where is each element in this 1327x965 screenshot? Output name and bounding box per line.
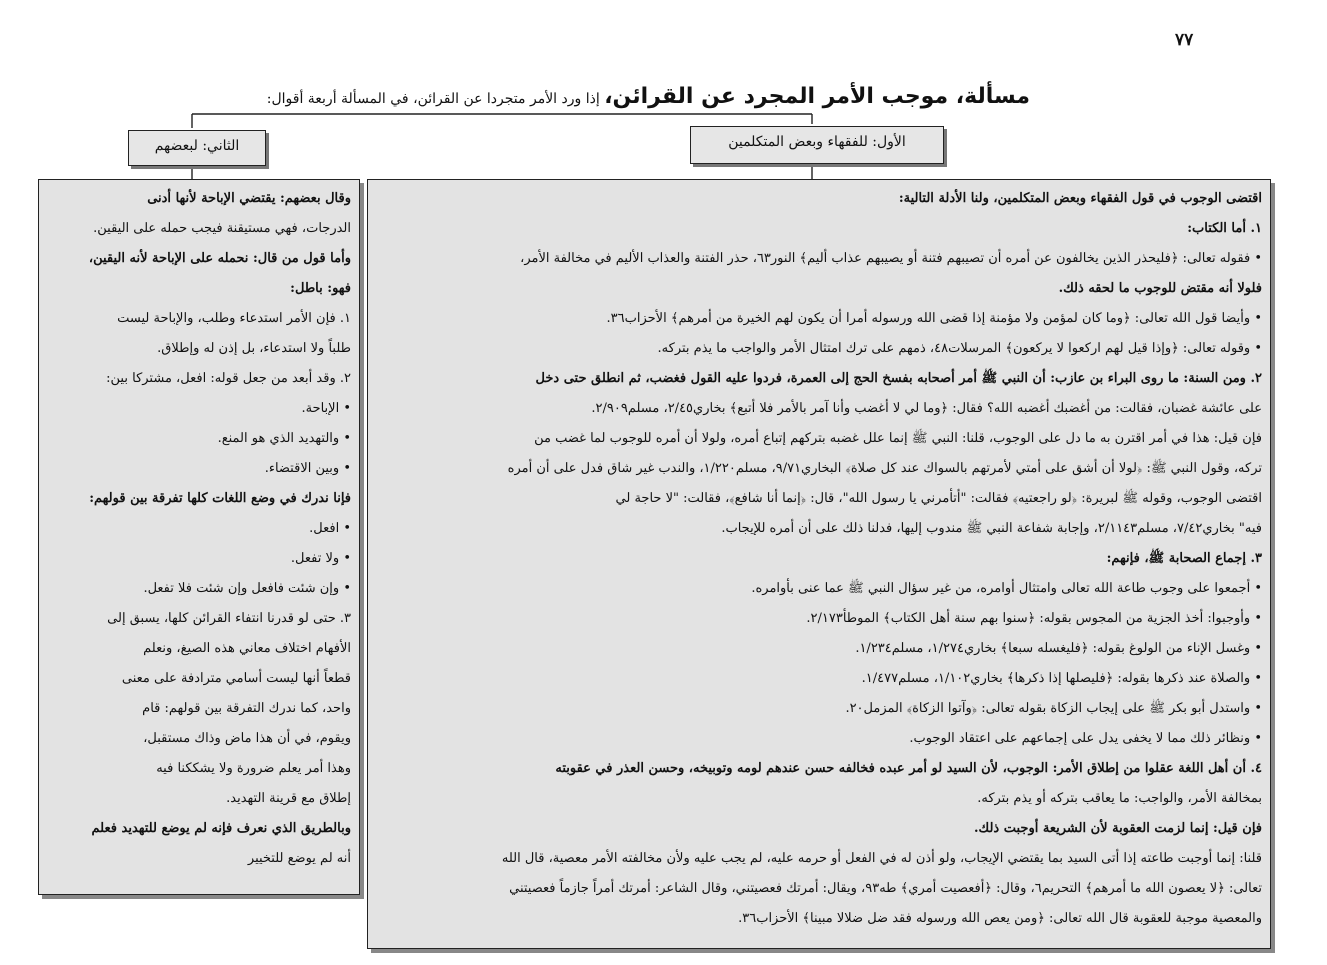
text-line: ٣. إجماع الصحابة ﷺ، فإنهم:: [1106, 551, 1262, 566]
text-line: فهو: باطل:: [290, 281, 351, 296]
title-rest: إذا ورد الأمر متجردا عن القرائن، في المسألة أربعة أقوال:: [266, 91, 600, 107]
text-line: وقال بعضهم: يقتضي الإباحة لأنها أدنى: [147, 191, 351, 206]
second-opinion-panel: [38, 179, 360, 895]
text-line: • افعل.: [309, 521, 351, 536]
text-line: إطلاق مع قرينة التهديد.: [226, 791, 351, 806]
text-line: بمخالفة الأمر، والواجب: ما يعاقب بتركه أو يذم بتركه.: [977, 791, 1262, 806]
text-line: • فقوله تعالى: ﴿فليحذر الذين يخالفون عن أمره أن تصيبهم فتنة أو يصيبهم عذاب أليم﴾ النور٦٣، حذر الفتنة والعذاب الأليم في مخالفة الأمر،: [520, 251, 1262, 266]
text-line: قلنا: إنما أوجبت طاعته إذا أتى السيد بما يقتضي الإيجاب، ولو أذن له في الفعل أو حرمه عليه، لم يجب عليه ولأن مخالفته الأمر معصية، قال الله: [501, 851, 1262, 866]
text-line: ويقوم، في أن هذا ماض وذاك مستقبل،: [143, 731, 351, 746]
text-line: • وقوله تعالى: ﴿وإذا قيل لهم اركعوا لا يركعون﴾ المرسلات٤٨، ذمهم على ترك امتثال الأمر والواجب ما يذم بتركه.: [657, 341, 1262, 356]
text-line: فيه" بخاري٧/٤٢، مسلم٢/١١٤٣، وإجابة شفاعة النبي ﷺ مندوب إليها، فدلنا ذلك على أن أمره للإيجاب.: [721, 521, 1262, 536]
text-line: أنه لم يوضع للتخيير: [247, 851, 351, 866]
title-heading: مسألة، موجب الأمر المجرد عن القرائن،: [604, 84, 1030, 109]
text-line: • ونظائر ذلك مما لا يخفى يدل على إجماعهم على اعتقاد الوجوب.: [909, 731, 1262, 746]
text-line: • وأوجبوا: أخذ الجزية من المجوس بقوله: ﴿سنوا بهم سنة أهل الكتاب﴾ الموطأ٢/١٧٣.: [806, 611, 1262, 626]
first-opinion-panel: [367, 179, 1271, 949]
text-line: على عائشة غضبان، فقالت: من أغضبك أغضبه الله؟ فقال: ﴿وما لي لا أغضب وأنا آمر بالأمر فلا أتبع﴾ بخاري٢/٤٥، مسلم٢/٩٠٩.: [591, 401, 1262, 416]
text-line: ٣. حتى لو قدرنا انتفاء القرائن كلها، يسبق إلى: [107, 611, 351, 626]
text-line: • وإن شئت فافعل وإن شئت فلا تفعل.: [143, 581, 351, 596]
text-line: فإن قيل: إنما لزمت العقوبة لأن الشريعة أوجبت ذلك.: [973, 821, 1262, 836]
text-line: • والصلاة عند ذكرها بقوله: ﴿فليصلها إذا ذكرها﴾ بخاري١/١٠٢، مسلم١/٤٧٧.: [861, 671, 1262, 686]
page-number: ٧٧: [1175, 30, 1194, 50]
text-line: وهذا أمر يعلم ضرورة ولا يشككنا فيه: [156, 761, 351, 776]
text-line: ١. فإن الأمر استدعاء وطلب، والإباحة ليست: [117, 311, 351, 326]
text-line: اقتضى الوجوب، وقوله ﷺ لبريرة: ﴿لو راجعتيه﴾ فقالت: "أتأمرني يا رسول الله"، قال: ﴿إنما أنا شافع﴾، فقالت: "لا حاجة لي: [615, 491, 1262, 506]
first-opinion-header: الأول: للفقهاء وبعض المتكلمين: [690, 126, 944, 164]
text-line: ٢. ومن السنة: ما روى البراء بن عازب: أن النبي ﷺ أمر أصحابه بفسخ الحج إلى العمرة، فردوا عليه القول فغضب، ثم انطلق حتى دخل: [535, 371, 1262, 386]
text-line: • وأيضا قول الله تعالى: ﴿وما كان لمؤمن ولا مؤمنة إذا قضى الله ورسوله أمرا أن يكون لهم الخيرة من أمرهم﴾ الأحزاب٣٦.: [606, 311, 1262, 326]
second-opinion-text: [47, 184, 351, 874]
text-line: فلولا أنه مقتض للوجوب ما لحقه ذلك.: [1058, 281, 1262, 296]
text-line: والمعصية موجبة للعقوبة قال الله تعالى: ﴿ومن يعص الله ورسوله فقد ضل ضلالا مبينا﴾ الأحزاب٣٦.: [738, 911, 1262, 926]
text-line: ٤. أن أهل اللغة عقلوا من إطلاق الأمر: الوجوب، لأن السيد لو أمر عبده فخالفه حسن عندهم لومه وتوبيخه، وحسن العذر في عقوبته: [555, 761, 1262, 776]
text-line: واحد، كما ندرك التفرقة بين قولهم: قام: [142, 701, 351, 716]
text-line: طلباً ولا استدعاء، بل إذن له وإطلاق.: [157, 341, 351, 356]
text-line: قطعاً أنها ليست أسامي مترادفة على معنى: [121, 671, 351, 686]
text-line: وأما قول من قال: نحمله على الإباحة لأنه اليقين،: [88, 251, 351, 266]
text-line: • والتهديد الذي هو المنع.: [217, 431, 351, 446]
text-line: فإن قيل: هذا في أمر اقترن به ما دل على الوجوب، قلنا: النبي ﷺ إنما علل غضبه بتركهم إتباع أمره، ولولا أن أمره للوجوب لما غضب من: [534, 431, 1262, 446]
text-line: وبالطريق الذي نعرف فإنه لم يوضع للتهديد فعلم: [91, 821, 351, 836]
text-line: الأفهام اختلاف معاني هذه الصيغ، ونعلم: [143, 641, 351, 656]
text-line: تعالى: ﴿لا يعصون الله ما أمرهم﴾ التحريم٦، وقال: ﴿أفعصيت أمري﴾ طه٩٣، ويقال: أمرتك فعصيتني، وقال الشاعر: أمرتك أمراً جازماً فعصيتني: [509, 881, 1262, 896]
second-opinion-header: الثاني: لبعضهم: [128, 130, 266, 166]
text-line: اقتضى الوجوب في قول الفقهاء وبعض المتكلمين، ولنا الأدلة التالية:: [898, 191, 1262, 206]
text-line: فإنا ندرك في وضع اللغات كلها تفرقة بين قولهم:: [89, 491, 351, 506]
text-line: • ولا تفعل.: [290, 551, 351, 566]
text-line: • واستدل أبو بكر ﷺ على إيجاب الزكاة بقوله تعالى: ﴿وآتوا الزكاة﴾ المزمل٢٠.: [845, 701, 1262, 716]
first-opinion-text: [374, 184, 1262, 934]
text-line: ١. أما الكتاب:: [1187, 221, 1262, 236]
text-line: • وبين الاقتضاء.: [264, 461, 351, 476]
text-line: • الإباحة.: [301, 401, 351, 416]
text-line: ٢. وقد أبعد من جعل قوله: افعل، مشتركا بين:: [106, 371, 351, 386]
text-line: • أجمعوا على وجوب طاعة الله تعالى وامتثال أوامره، من غير سؤال النبي ﷺ عما عنى بأوامره.: [751, 581, 1262, 596]
text-line: الدرجات، فهي مستيقنة فيجب حمله على اليقين.: [93, 221, 351, 236]
text-line: • وغسل الإناء من الولوغ بقوله: ﴿فليغسله سبعا﴾ بخاري١/٢٧٤، مسلم١/٢٣٤.: [855, 641, 1262, 656]
text-line: تركه، وقول النبي ﷺ: ﴿لولا أن أشق على أمتي لأمرتهم بالسواك عند كل صلاة﴾ البخاري٩/٧١، مسلم١/٢٢٠، والندب غير شاق فدل على أن أمره: [507, 461, 1262, 476]
